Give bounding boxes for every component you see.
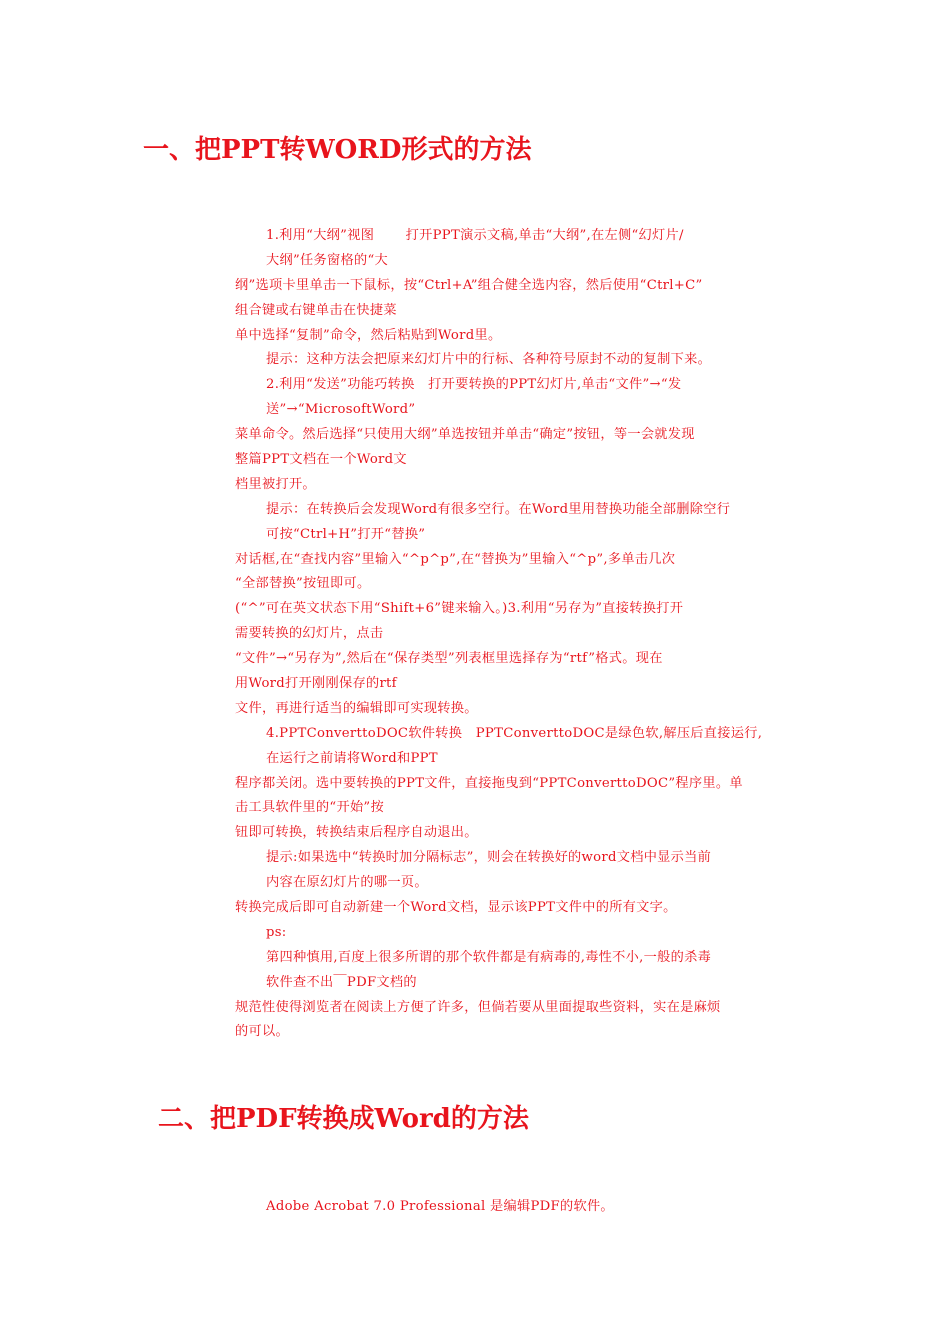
body-line: 规范性使得浏览者在阅读上方便了许多，但倘若要从里面提取些资料，实在是麻烦 — [235, 1000, 721, 1015]
body-line: 整篇PPT文档在一个Word文 — [235, 452, 407, 467]
body-line: “全部替换”按钮即可。 — [235, 576, 371, 591]
body-line: (“^”可在英文状态下用“Shift+6”键来输入。)3.利用“另存为”直接转换打开 — [235, 601, 684, 616]
body-line: 大纲”任务窗格的“大 — [266, 253, 388, 268]
body-line: 对话框,在“查找内容”里输入“^p^p”,在“替换为”里输入“^p”,多单击几次 — [235, 552, 676, 567]
section2-heading: 二、把PDF转换成Word的方法 — [158, 1104, 529, 1134]
body-line: Adobe Acrobat 7.0 Professional 是编辑PDF的软件。 — [266, 1199, 614, 1214]
section1-heading: 一、把PPT转WORD形式的方法 — [143, 135, 532, 165]
body-line: 菜单命令。然后选择“只使用大纲”单选按钮并单击“确定”按钮，等一会就发现 — [235, 427, 695, 442]
body-line: 1.利用“大纲”视图 打开PPT演示文稿,单击“大纲”,在左侧“幻灯片/ — [266, 228, 684, 243]
body-line: 提示：在转换后会发现Word有很多空行。在Word里用替换功能全部删除空行 — [266, 502, 731, 517]
body-line: ps: — [266, 925, 287, 940]
body-line: 送”→“MicrosoftWord” — [266, 402, 416, 417]
body-line: 在运行之前请将Word和PPT — [266, 751, 438, 766]
body-line: 文件，再进行适当的编辑即可实现转换。 — [235, 701, 478, 716]
body-line: 钮即可转换，转换结束后程序自动退出。 — [235, 825, 478, 840]
body-line: 提示:如果选中“转换时加分隔标志”，则会在转换好的word文档中显示当前 — [266, 850, 712, 865]
body-line: 软件查不出￣PDF文档的 — [266, 975, 417, 990]
body-line: 4.PPTConverttoDOC软件转换 PPTConverttoDOC是绿色软,解压后直接运行, — [266, 726, 763, 741]
body-line: “文件”→“另存为”,然后在“保存类型”列表框里选择存为“rtf”格式。现在 — [235, 651, 663, 666]
body-line: 转换完成后即可自动新建一个Word文档，显示该PPT文件中的所有文字。 — [235, 900, 677, 915]
body-line: 可按“Ctrl+H”打开“替换” — [266, 527, 426, 542]
body-line: 提示：这种方法会把原来幻灯片中的行标、各种符号原封不动的复制下来。 — [266, 352, 712, 367]
body-line: 用Word打开刚刚保存的rtf — [235, 676, 397, 691]
body-line: 需要转换的幻灯片，点击 — [235, 626, 384, 641]
body-line: 纲”选项卡里单击一下鼠标，按“Ctrl+A”组合健全选内容，然后使用“Ctrl+C” — [235, 278, 703, 293]
body-line: 单中选择“复制”命令，然后粘贴到Word里。 — [235, 328, 502, 343]
body-line: 击工具软件里的“开始”按 — [235, 800, 384, 815]
body-line: 内容在原幻灯片的哪一页。 — [266, 875, 428, 890]
body-line: 的可以。 — [235, 1024, 289, 1039]
body-line: 组合键或右键单击在快捷菜 — [235, 303, 397, 318]
body-line: 2.利用“发送”功能巧转换 打开要转换的PPT幻灯片,单击“文件”→“发 — [266, 377, 682, 392]
body-line: 档里被打开。 — [235, 477, 316, 492]
body-line: 程序都关闭。选中要转换的PPT文件，直接拖曳到“PPTConverttoDOC”程序里。单 — [235, 776, 743, 791]
body-line: 第四种慎用,百度上很多所谓的那个软件都是有病毒的,毒性不小,一般的杀毒 — [266, 950, 712, 965]
